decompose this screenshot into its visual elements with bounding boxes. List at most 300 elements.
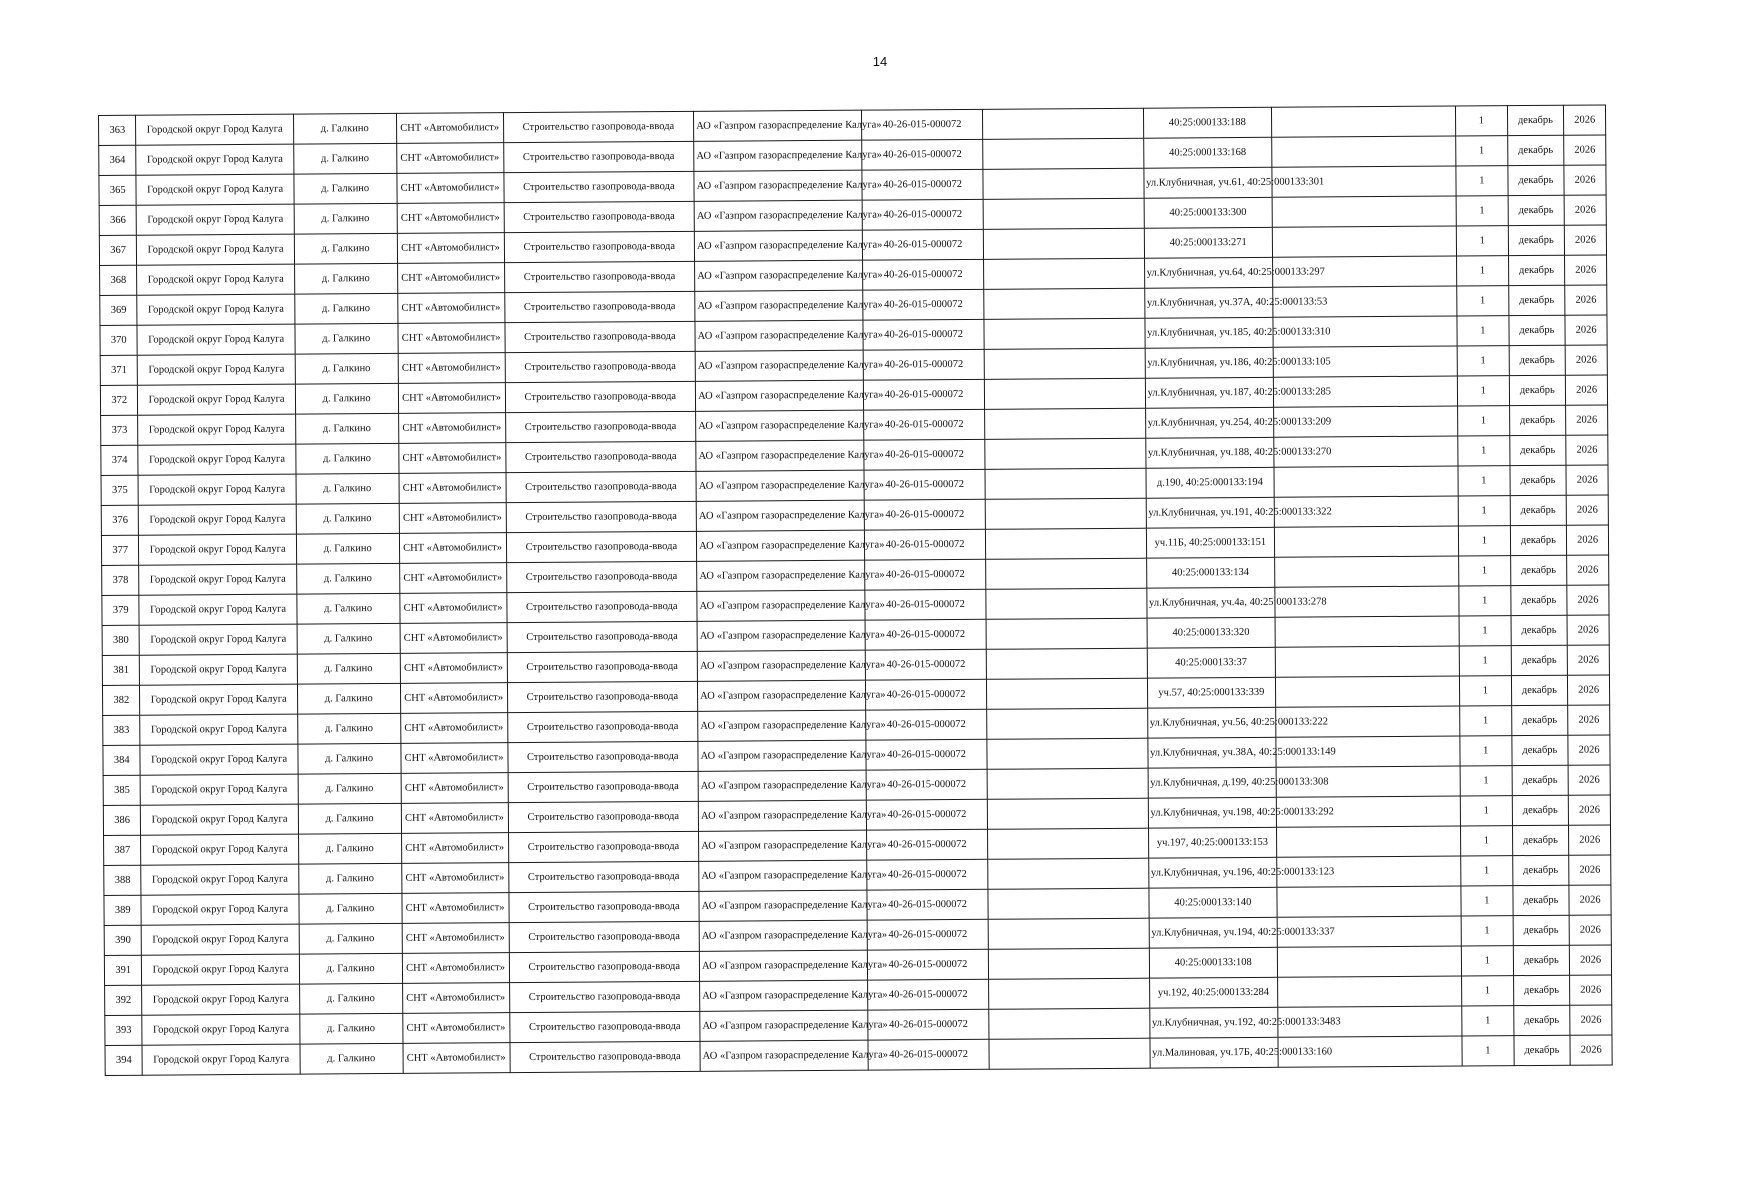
district-cell: Городской округ Город Калуга (139, 594, 297, 625)
year-cell: 2026 (1569, 915, 1611, 945)
owner-cell: АО «Газпром газораспределение Калуга» (700, 980, 868, 1011)
cadastral-location-cell: д.190, 40:25:000133:194 (1146, 467, 1275, 498)
month-cell: декабрь (1508, 315, 1565, 345)
month-cell: декабрь (1511, 735, 1568, 765)
quantity-cell: 1 (1460, 676, 1512, 706)
empty-cell (983, 198, 1144, 229)
quantity-cell: 1 (1461, 916, 1513, 946)
quantity-cell: 1 (1460, 796, 1512, 826)
village-cell: д. Галкино (293, 143, 396, 174)
empty-cell (1274, 466, 1458, 497)
owner-cell: АО «Газпром газораспределение Калуга» (694, 140, 862, 171)
village-cell: д. Галкино (293, 113, 396, 144)
registration-number-cell: 40-26-015-000072 (865, 529, 986, 560)
settlement-cell: СНТ «Автомобилист» (398, 443, 505, 474)
cadastral-location-cell: ул.Малиновая, уч.17Б, 40:25:000133:160 (1150, 1037, 1279, 1068)
year-cell: 2026 (1566, 405, 1608, 435)
empty-cell (1272, 196, 1456, 227)
settlement-cell: СНТ «Автомобилист» (397, 263, 504, 294)
month-cell: декабрь (1513, 1005, 1570, 1035)
village-cell: д. Галкино (294, 203, 397, 234)
empty-cell (984, 378, 1145, 409)
empty-cell (987, 708, 1148, 739)
owner-cell: АО «Газпром газораспределение Калуга» (699, 890, 867, 921)
row-number: 378 (102, 565, 140, 595)
owner-cell: АО «Газпром газораспределение Калуга» (696, 500, 864, 531)
district-cell: Городской округ Город Калуга (139, 534, 297, 565)
empty-cell (983, 228, 1144, 259)
village-cell: д. Галкино (296, 503, 399, 534)
month-cell: декабрь (1508, 195, 1565, 225)
district-cell: Городской округ Город Калуга (141, 864, 299, 895)
empty-cell (988, 888, 1149, 919)
empty-cell (983, 138, 1144, 169)
month-cell: декабрь (1511, 645, 1568, 675)
owner-cell: АО «Газпром газораспределение Калуга» (696, 470, 864, 501)
month-cell: декабрь (1508, 225, 1565, 255)
settlement-cell: СНТ «Автомобилист» (400, 623, 507, 654)
month-cell: декабрь (1508, 285, 1565, 315)
year-cell: 2026 (1570, 975, 1612, 1005)
quantity-cell: 1 (1458, 466, 1510, 496)
cadastral-location-cell: ул.Клубничная, уч.61, 40:25:000133:301 (1143, 167, 1272, 198)
empty-cell (985, 438, 1146, 469)
work-type-cell: Строительство газопровода-ввода (506, 471, 697, 502)
cadastral-location-cell: 40:25:000133:168 (1143, 137, 1272, 168)
owner-cell: АО «Газпром газораспределение Калуга» (697, 650, 865, 681)
district-cell: Городской округ Город Калуга (137, 204, 295, 235)
owner-cell: АО «Газпром газораспределение Калуга» (698, 740, 866, 771)
district-cell: Городской округ Город Калуга (137, 234, 295, 265)
month-cell: декабрь (1511, 615, 1568, 645)
empty-cell (1277, 946, 1461, 977)
work-type-cell: Строительство газопровода-ввода (508, 861, 699, 892)
row-number: 369 (100, 295, 138, 325)
empty-cell (986, 588, 1147, 619)
month-cell: декабрь (1510, 495, 1567, 525)
owner-cell: АО «Газпром газораспределение Калуга» (695, 350, 863, 381)
quantity-cell: 1 (1462, 1036, 1514, 1066)
quantity-cell: 1 (1456, 106, 1508, 136)
owner-cell: АО «Газпром газораспределение Калуга» (695, 320, 863, 351)
registration-number-cell: 40-26-015-000072 (865, 649, 986, 680)
settlement-cell: СНТ «Автомобилист» (397, 323, 504, 354)
registration-number-cell: 40-26-015-000072 (863, 349, 984, 380)
cadastral-location-cell: ул.Клубничная, уч.187, 40:25:000133:285 (1145, 377, 1274, 408)
settlement-cell: СНТ «Автомобилист» (397, 293, 504, 324)
owner-cell: АО «Газпром газораспределение Калуга» (694, 230, 862, 261)
row-number: 388 (104, 865, 142, 895)
work-type-cell: Строительство газопровода-ввода (509, 1011, 700, 1042)
empty-cell (987, 738, 1148, 769)
settlement-cell: СНТ «Автомобилист» (399, 533, 506, 564)
year-cell: 2026 (1569, 825, 1611, 855)
work-type-cell: Строительство газопровода-ввода (506, 501, 697, 532)
cadastral-location-cell: 40:25:000133:271 (1144, 227, 1273, 258)
registration-number-cell: 40-26-015-000072 (868, 1039, 989, 1070)
village-cell: д. Галкино (299, 923, 402, 954)
month-cell: декабрь (1509, 465, 1566, 495)
work-type-cell: Строительство газопровода-ввода (503, 141, 694, 172)
village-cell: д. Галкино (295, 293, 398, 324)
cadastral-location-cell: ул.Клубничная, уч.186, 40:25:000133:105 (1145, 347, 1274, 378)
district-cell: Городской округ Город Калуга (140, 684, 298, 715)
empty-cell (1275, 676, 1459, 707)
row-number: 385 (103, 775, 141, 805)
month-cell: декабрь (1512, 795, 1569, 825)
settlement-cell: СНТ «Автомобилист» (401, 803, 508, 834)
settlement-cell: СНТ «Автомобилист» (396, 113, 503, 144)
cadastral-location-cell: ул.Клубничная, уч.38А, 40:25:000133:149 (1147, 737, 1276, 768)
settlement-cell: СНТ «Автомобилист» (402, 983, 509, 1014)
district-cell: Городской округ Город Калуга (138, 384, 296, 415)
registration-number-cell: 40-26-015-000072 (864, 499, 985, 530)
registration-number-cell: 40-26-015-000072 (863, 289, 984, 320)
cadastral-location-cell: ул.Клубничная, уч.188, 40:25:000133:270 (1145, 437, 1274, 468)
district-cell: Городской округ Город Калуга (141, 804, 299, 835)
settlement-cell: СНТ «Автомобилист» (397, 233, 504, 264)
registration-number-cell: 40-26-015-000072 (865, 559, 986, 590)
owner-cell: АО «Газпром газораспределение Калуга» (698, 800, 866, 831)
settlement-cell: СНТ «Автомобилист» (401, 863, 508, 894)
village-cell: д. Галкино (298, 803, 401, 834)
year-cell: 2026 (1564, 135, 1606, 165)
registration-number-cell: 40-26-015-000072 (868, 979, 989, 1010)
year-cell: 2026 (1565, 345, 1607, 375)
district-cell: Городской округ Город Калуга (140, 624, 298, 655)
empty-cell (984, 318, 1145, 349)
year-cell: 2026 (1565, 285, 1607, 315)
owner-cell: АО «Газпром газораспределение Калуга» (695, 260, 863, 291)
month-cell: декабрь (1508, 255, 1565, 285)
year-cell: 2026 (1568, 705, 1610, 735)
year-cell: 2026 (1569, 885, 1611, 915)
village-cell: д. Галкино (295, 353, 398, 384)
empty-cell (987, 678, 1148, 709)
cadastral-location-cell: 40:25:000133:188 (1143, 107, 1272, 138)
work-type-cell: Строительство газопровода-ввода (509, 891, 700, 922)
district-cell: Городской округ Город Калуга (142, 954, 300, 985)
settlement-cell: СНТ «Автомобилист» (398, 413, 505, 444)
district-cell: Городской округ Город Калуга (141, 774, 299, 805)
row-number: 376 (101, 505, 139, 535)
empty-cell (988, 918, 1149, 949)
register-table (98, 104, 1613, 1076)
owner-cell: АО «Газпром газораспределение Калуга» (696, 410, 864, 441)
empty-cell (989, 1008, 1150, 1039)
row-number: 380 (102, 625, 140, 655)
settlement-cell: СНТ «Автомобилист» (400, 653, 507, 684)
district-cell: Городской округ Город Калуга (140, 714, 298, 745)
year-cell: 2026 (1565, 225, 1607, 255)
cadastral-location-cell: 40:25:000133:108 (1149, 947, 1278, 978)
settlement-cell: СНТ «Автомобилист» (396, 143, 503, 174)
year-cell: 2026 (1565, 315, 1607, 345)
registration-number-cell: 40-26-015-000072 (866, 739, 987, 770)
cadastral-location-cell: ул.Клубничная, уч.185, 40:25:000133:310 (1145, 317, 1274, 348)
cadastral-location-cell: ул.Клубничная, уч.56, 40:25:000133:222 (1147, 707, 1276, 738)
registration-number-cell: 40-26-015-000072 (862, 229, 983, 260)
month-cell: декабрь (1512, 825, 1569, 855)
row-number: 393 (105, 1015, 143, 1045)
year-cell: 2026 (1566, 465, 1608, 495)
cadastral-location-cell: уч.57, 40:25:000133:339 (1147, 677, 1276, 708)
year-cell: 2026 (1564, 105, 1606, 135)
owner-cell: АО «Газпром газораспределение Калуга» (699, 830, 867, 861)
month-cell: декабрь (1511, 705, 1568, 735)
registration-number-cell: 40-26-015-000072 (867, 859, 988, 890)
quantity-cell: 1 (1458, 406, 1510, 436)
owner-cell: АО «Газпром газораспределение Калуга» (697, 620, 865, 651)
year-cell: 2026 (1566, 435, 1608, 465)
year-cell: 2026 (1567, 615, 1609, 645)
empty-cell (1272, 136, 1456, 167)
owner-cell: АО «Газпром газораспределение Калуга» (698, 710, 866, 741)
row-number: 374 (101, 445, 139, 475)
year-cell: 2026 (1568, 675, 1610, 705)
village-cell: д. Галкино (300, 1013, 403, 1044)
empty-cell (987, 798, 1148, 829)
registration-number-cell: 40-26-015-000072 (868, 1009, 989, 1040)
registration-number-cell: 40-26-015-000072 (867, 919, 988, 950)
year-cell: 2026 (1568, 735, 1610, 765)
empty-cell (1275, 616, 1459, 647)
district-cell: Городской округ Город Калуга (138, 444, 296, 475)
empty-cell (983, 168, 1144, 199)
quantity-cell: 1 (1457, 316, 1509, 346)
empty-cell (1275, 556, 1459, 587)
year-cell: 2026 (1567, 645, 1609, 675)
work-type-cell: Строительство газопровода-ввода (506, 591, 697, 622)
month-cell: декабрь (1513, 975, 1570, 1005)
owner-cell: АО «Газпром газораспределение Калуга» (699, 920, 867, 951)
settlement-cell: СНТ «Автомобилист» (400, 713, 507, 744)
quantity-cell: 1 (1460, 766, 1512, 796)
cadastral-location-cell: ул.Клубничная, уч.192, 40:25:000133:3483 (1149, 1007, 1278, 1038)
district-cell: Городской округ Город Калуга (137, 324, 295, 355)
work-type-cell: Строительство газопровода-ввода (505, 381, 696, 412)
district-cell: Городской округ Город Калуга (138, 354, 296, 385)
owner-cell: АО «Газпром газораспределение Калуга» (694, 200, 862, 231)
empty-cell (1277, 886, 1461, 917)
quantity-cell: 1 (1458, 436, 1510, 466)
work-type-cell: Строительство газопровода-ввода (507, 651, 698, 682)
row-number: 372 (100, 385, 138, 415)
quantity-cell: 1 (1456, 166, 1508, 196)
village-cell: д. Галкино (299, 863, 402, 894)
quantity-cell: 1 (1457, 346, 1509, 376)
empty-cell (984, 348, 1145, 379)
settlement-cell: СНТ «Автомобилист» (399, 473, 506, 504)
district-cell: Городской округ Город Калуга (142, 1044, 300, 1075)
empty-cell (988, 858, 1149, 889)
registration-number-cell: 40-26-015-000072 (862, 199, 983, 230)
month-cell: декабрь (1512, 885, 1569, 915)
cadastral-location-cell: ул.Клубничная, д.199, 40:25:000133:308 (1148, 767, 1277, 798)
work-type-cell: Строительство газопровода-ввода (509, 981, 700, 1012)
village-cell: д. Галкино (298, 773, 401, 804)
settlement-cell: СНТ «Автомобилист» (399, 563, 506, 594)
work-type-cell: Строительство газопровода-ввода (506, 531, 697, 562)
registration-number-cell: 40-26-015-000072 (862, 139, 983, 170)
work-type-cell: Строительство газопровода-ввода (505, 411, 696, 442)
year-cell: 2026 (1570, 945, 1612, 975)
quantity-cell: 1 (1460, 706, 1512, 736)
month-cell: декабрь (1510, 525, 1567, 555)
empty-cell (987, 768, 1148, 799)
cadastral-location-cell: ул.Клубничная, уч.37А, 40:25:000133:53 (1144, 287, 1273, 318)
owner-cell: АО «Газпром газораспределение Калуга» (699, 950, 867, 981)
village-cell: д. Галкино (299, 893, 402, 924)
empty-cell (988, 828, 1149, 859)
registration-number-cell: 40-26-015-000072 (866, 679, 987, 710)
month-cell: декабрь (1513, 1035, 1570, 1065)
empty-cell (988, 948, 1149, 979)
owner-cell: АО «Газпром газораспределение Калуга» (697, 590, 865, 621)
year-cell: 2026 (1569, 855, 1611, 885)
village-cell: д. Галкино (296, 563, 399, 594)
year-cell: 2026 (1568, 765, 1610, 795)
settlement-cell: СНТ «Автомобилист» (398, 353, 505, 384)
row-number: 387 (104, 835, 142, 865)
registration-number-cell: 40-26-015-000072 (865, 589, 986, 620)
cadastral-location-cell: уч.11Б, 40:25:000133:151 (1146, 527, 1275, 558)
month-cell: декабрь (1509, 345, 1566, 375)
row-number: 364 (99, 145, 137, 175)
empty-cell (1278, 976, 1462, 1007)
owner-cell: АО «Газпром газораспределение Калуга» (697, 560, 865, 591)
work-type-cell: Строительство газопровода-ввода (510, 1041, 701, 1072)
work-type-cell: Строительство газопровода-ввода (504, 231, 695, 262)
quantity-cell: 1 (1459, 586, 1511, 616)
quantity-cell: 1 (1462, 976, 1514, 1006)
row-number: 373 (101, 415, 139, 445)
quantity-cell: 1 (1459, 616, 1511, 646)
quantity-cell: 1 (1461, 856, 1513, 886)
village-cell: д. Галкино (294, 233, 397, 264)
registration-number-cell: 40-26-015-000072 (862, 169, 983, 200)
district-cell: Городской округ Город Калуга (136, 174, 294, 205)
quantity-cell: 1 (1456, 226, 1508, 256)
quantity-cell: 1 (1461, 886, 1513, 916)
empty-cell (989, 978, 1150, 1009)
cadastral-location-cell: ул.Клубничная, уч.196, 40:25:000133:123 (1148, 857, 1277, 888)
cadastral-location-cell: ул.Клубничная, уч.254, 40:25:000133:209 (1145, 407, 1274, 438)
settlement-cell: СНТ «Автомобилист» (402, 1013, 509, 1044)
district-cell: Городской округ Город Калуга (142, 924, 300, 955)
row-number: 394 (105, 1045, 143, 1075)
row-number: 392 (105, 985, 143, 1015)
row-number: 391 (104, 955, 142, 985)
village-cell: д. Галкино (298, 743, 401, 774)
work-type-cell: Строительство газопровода-ввода (503, 171, 694, 202)
empty-cell (985, 528, 1146, 559)
registration-number-cell: 40-26-015-000072 (864, 469, 985, 500)
year-cell: 2026 (1570, 1005, 1612, 1035)
quantity-cell: 1 (1457, 376, 1509, 406)
row-number: 367 (99, 235, 137, 265)
month-cell: декабрь (1510, 585, 1567, 615)
settlement-cell: СНТ «Автомобилист» (396, 173, 503, 204)
owner-cell: АО «Газпром газораспределение Калуга» (696, 440, 864, 471)
month-cell: декабрь (1512, 765, 1569, 795)
row-number: 371 (100, 355, 138, 385)
registration-number-cell: 40-26-015-000072 (862, 109, 983, 140)
owner-cell: АО «Газпром газораспределение Калуга» (698, 680, 866, 711)
year-cell: 2026 (1567, 555, 1609, 585)
district-cell: Городской округ Город Калуга (141, 894, 299, 925)
row-number: 363 (99, 115, 137, 145)
work-type-cell: Строительство газопровода-ввода (507, 621, 698, 652)
district-cell: Городской округ Город Калуга (138, 474, 296, 505)
work-type-cell: Строительство газопровода-ввода (504, 201, 695, 232)
registration-number-cell: 40-26-015-000072 (865, 619, 986, 650)
district-cell: Городской округ Город Калуга (142, 984, 300, 1015)
owner-cell: АО «Газпром газораспределение Калуга» (700, 1040, 868, 1071)
district-cell: Городской округ Город Калуга (139, 504, 297, 535)
work-type-cell: Строительство газопровода-ввода (505, 441, 696, 472)
cadastral-location-cell: ул.Клубничная, уч.4а, 40:25:000133:278 (1146, 587, 1275, 618)
month-cell: декабрь (1513, 945, 1570, 975)
work-type-cell: Строительство газопровода-ввода (508, 771, 699, 802)
district-cell: Городской округ Город Калуга (140, 744, 298, 775)
registration-number-cell: 40-26-015-000072 (864, 409, 985, 440)
registration-number-cell: 40-26-015-000072 (867, 829, 988, 860)
quantity-cell: 1 (1461, 946, 1513, 976)
village-cell: д. Галкино (296, 473, 399, 504)
district-cell: Городской округ Город Калуга (139, 564, 297, 595)
settlement-cell: СНТ «Автомобилист» (398, 383, 505, 414)
quantity-cell: 1 (1458, 496, 1510, 526)
settlement-cell: СНТ «Автомобилист» (401, 893, 508, 924)
owner-cell: АО «Газпром газораспределение Калуга» (696, 530, 864, 561)
owner-cell: АО «Газпром газораспределение Калуга» (694, 170, 862, 201)
quantity-cell: 1 (1462, 1006, 1514, 1036)
year-cell: 2026 (1564, 195, 1606, 225)
empty-cell (1274, 526, 1458, 557)
empty-cell (984, 258, 1145, 289)
quantity-cell: 1 (1456, 136, 1508, 166)
district-cell: Городской округ Город Калуга (140, 654, 298, 685)
owner-cell: АО «Газпром газораспределение Калуга» (694, 110, 862, 141)
cadastral-location-cell: ул.Клубничная, уч.194, 40:25:000133:337 (1149, 917, 1278, 948)
cadastral-location-cell: 40:25:000133:300 (1144, 197, 1273, 228)
work-type-cell: Строительство газопровода-ввода (507, 681, 698, 712)
cadastral-location-cell: 40:25:000133:320 (1147, 617, 1276, 648)
work-type-cell: Строительство газопровода-ввода (504, 261, 695, 292)
quantity-cell: 1 (1460, 736, 1512, 766)
village-cell: д. Галкино (295, 323, 398, 354)
empty-cell (985, 498, 1146, 529)
quantity-cell: 1 (1456, 196, 1508, 226)
settlement-cell: СНТ «Автомобилист» (402, 923, 509, 954)
cadastral-location-cell: уч.197, 40:25:000133:153 (1148, 827, 1277, 858)
year-cell: 2026 (1569, 795, 1611, 825)
quantity-cell: 1 (1457, 256, 1509, 286)
registration-number-cell: 40-26-015-000072 (866, 709, 987, 740)
settlement-cell: СНТ «Автомобилист» (400, 683, 507, 714)
row-number: 366 (99, 205, 137, 235)
owner-cell: АО «Газпром газораспределение Калуга» (699, 860, 867, 891)
registration-number-cell: 40-26-015-000072 (867, 889, 988, 920)
month-cell: декабрь (1513, 915, 1570, 945)
work-type-cell: Строительство газопровода-ввода (507, 741, 698, 772)
village-cell: д. Галкино (294, 173, 397, 204)
month-cell: декабрь (1509, 375, 1566, 405)
village-cell: д. Галкино (299, 953, 402, 984)
table-body (99, 105, 1613, 1075)
village-cell: д. Галкино (295, 383, 398, 414)
